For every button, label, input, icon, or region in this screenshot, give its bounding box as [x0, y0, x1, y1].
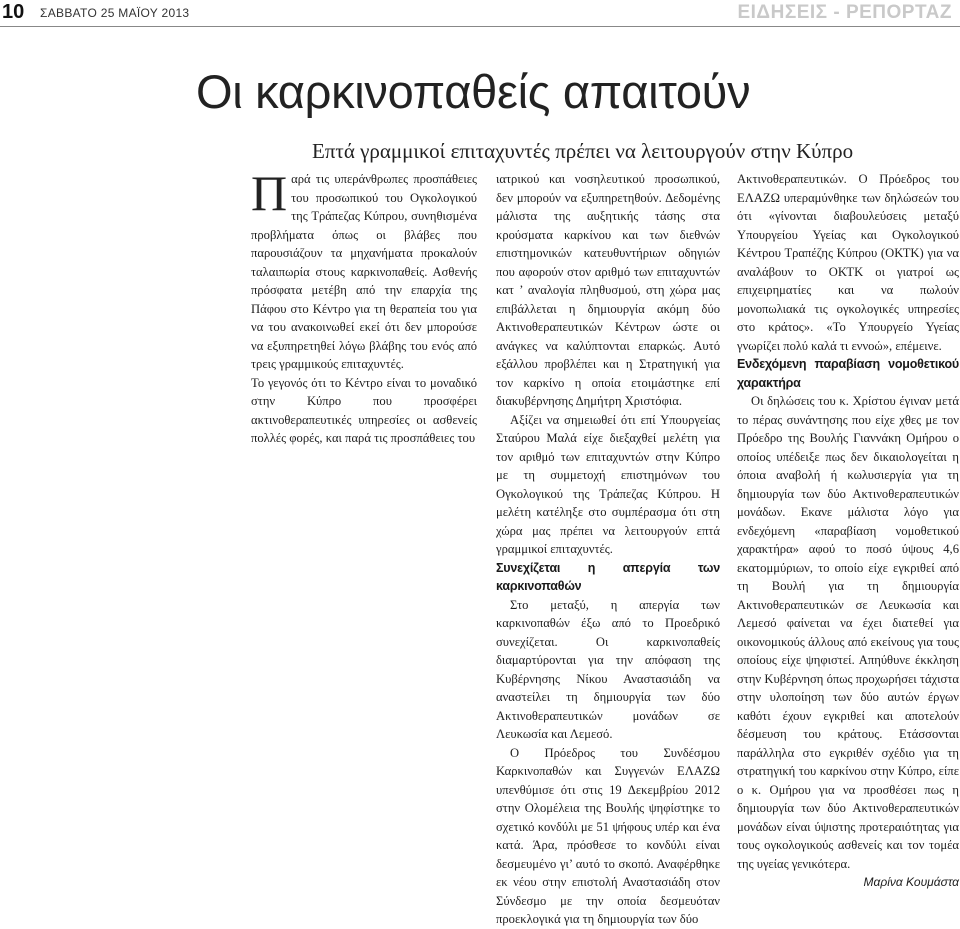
article-column-2: [496, 170, 720, 929]
drop-cap: Π: [251, 165, 288, 221]
photo-area: [0, 148, 192, 681]
author-byline: Μαρίνα Κουμάστα: [863, 875, 959, 889]
article-column-1: [251, 165, 477, 448]
paragraph: Ο Πρόεδρος του Συνδέσμου Καρκινοπαθών και Συγγενών ΕΛΑΖΩ υπενθύμισε ότι στις 19 Δεκεμβρίου 2012 στην Ολομέλεια της Βουλής ψηφίστηκε το σχετικό κονδύλι με 51 ψήφους υπέρ και ένα κατά. Άρα, πρόσθεσε το κονδύλι είναι δεσμευμένο γι’ αυτό το σκοπό. Αναφέρθηκε εκ νέου στην επιστολή Αναστασιάδη στον Σύνδεσμο με την οποία δεσμευόταν προεκλογικά για τη δημιουργία των δύο: [496, 745, 720, 926]
paragraph: Στο μεταξύ, η απεργία των καρκινοπαθών έξω από το Προεδρικό συνεχίζεται. Οι καρκινοπαθείς διαμαρτύρονται για την απόφαση της Κυβέρνησης Νίκου Αναστασιάδη να αναστείλει τη δημιουργία των δύο Ακτινοθεραπευτικών μονάδων σε Λευκωσία και Λεμεσό.: [496, 597, 720, 741]
paragraph: Αξίζει να σημειωθεί ότι επί Υπουργείας Σταύρου Μαλά είχε διεξαχθεί μελέτη για τον αριθμό των επιταχυντών στην Κύπρο με τη συμμετοχή επιστημόνων του Ογκολογικού της Τράπεζας Κύπρου. Η μελέτη κατέληξε στο συμπέρασμα ότι στη χώρα μας πρέπει να λειτουργούν επτά γραμμικοί επιταχυντές.: [496, 412, 720, 556]
paragraph: ιατρικού και νοσηλευτικού προσωπικού, δεν μπορούν να εξυπηρετηθούν. Δεδομένης μάλιστα της αυξητικής τάσης στα κρούσματα καρκίνου και των διεθνών επιστημονικών κατευθυντήριων οδηγιών που αφορούν στον αριθμό των επιταχυντών κατ ’ αναλογία πληθυσμού, στη χώρα μας επιβάλλεται η δημιουργία ακόμη δύο Ακτινοθεραπευτικών Κέντρων ώστε οι ανάγκες να καλύπτονται επαρκώς. Αυτό εξάλλου προβλέπει και η Στρατηγική για τον καρκίνο η οποία ετοιμάστηκε επί διακυβέρνησης Δημήτρη Χριστόφια.: [496, 172, 720, 408]
intertitle: Ενδεχόμενη παραβίαση νομοθετικού χαρακτήρα: [737, 357, 959, 390]
header-rule: [0, 26, 960, 27]
paragraph: Ακτινοθεραπευτικών. Ο Πρόεδρος του ΕΛΑΖΩ υπεραμύνθηκε των δηλώσεών του ότι «γίνονται διαβουλεύσεις μεταξύ Υπουργείου Υγείας και Ογκολογικού Κέντρου Τραπέζης Κύπρου (ΟΚΤΚ) για να αναλάβουν το ΟΚΤΚ οι γιατροί ως επιχειρηματίες και να πωλούν μονοπωλιακά τις ογκολογικές υπηρεσίες στο κράτος». «Το Υπουργείο Υγείας γνωρίζει πολύ καλά τι εννοώ», επέμεινε.: [737, 172, 959, 353]
paragraph: Το γεγονός ότι το Κέντρο είναι το μοναδικό στην Κύπρο που προσφέρει ακτινοθεραπευτικές υπηρεσίες οι ασθενείς πολλές φορές, και παρά τις προσπάθειες του: [251, 375, 477, 445]
intertitle: Συνεχίζεται η απεργία των καρκινοπαθών: [496, 560, 720, 593]
article-column-3: [737, 170, 959, 892]
lead-paragraph: [251, 165, 477, 374]
page-header: [0, 0, 960, 26]
issue-date: ΣΑΒΒΑΤΟ 25 ΜΑΪΟΥ 2013: [40, 6, 190, 20]
page-number: 10: [2, 1, 25, 23]
headline: Οι καρκινοπαθείς απαιτούν: [196, 65, 751, 118]
subheadline: Επτά γραμμικοί επιταχυντές πρέπει να λειτουργούν στην Κύπρο: [312, 139, 854, 163]
section-title: ΕΙΔΗΣΕΙΣ - ΡΕΠΟΡΤΑΖ: [737, 2, 952, 23]
paragraph: Οι δηλώσεις του κ. Χρίστου έγιναν μετά το πέρας συνάντησης που είχε χθες με τον Πρόεδρο της Βουλής Γιαννάκη Ομήρου ο οποίος υπέδειξε πως δεν δικαιολογείται η όποια αναβολή ή κωλυσιεργία για τη δημιουργία των δύο Ακτινοθεραπευτικών μονάδων. Εκανε μάλιστα λόγο για ενδεχόμενη «παραβίαση νομοθετικού χαρακτήρα» αφού το ποσό ύψους 4,6 εκατομμύριων, το οποίο είχε εγκριθεί από τη Βουλή για τη δημιουργία Ακτινοθεραπευτικών σε Λευκωσία και Λεμεσό φαίνεται να έχει διατεθεί για οικονομικούς άλλους από εκείνους για τους οποίους είχε ψηφιστεί. Απηύθυνε έκκληση στην Κυβέρνηση όπως προχωρήσει τάχιστα στην υλοποίηση των δύο αυτών έργων καθότι έχουν εγκριθεί και αποτελούν δέσμευση του κράτους. Ετάσσονται παράλληλα στο εγκριθέν σχέδιο για τη στρατηγική του καρκίνου στην Κύπρο, είπε ο κ. Ομήρου για να προσθέσει πως η δημιουργία των δύο Ακτινοθεραπευτικών μονάδων είναι ύψιστης προτεραιότητας για τους ογκολογικούς ασθενείς και τον τομέα της υγείας γενικότερα.: [737, 394, 959, 871]
lead-paragraph-text: αρά τις υπεράνθρωπες προσπάθειες του προσωπικού του Ογκολογικού της Τράπεζας Κύπρου, συνηθισμένα προβλήματα όπως οι βλάβες που παρουσιάζουν τα μηχανήματα προκαλούν ταλαιπωρία στους καρκινοπαθείς. Ασθενής πρόσφατα μετέβη από την επαρχία της Πάφου στο Κέντρο για τη θεραπεία του για να του ανακοινωθεί εκεί ότι δεν μπορούσε να εξυπηρετηθεί λόγω βλάβης του ενός από τρεις γραμμικούς επιταχυντές.: [251, 172, 477, 371]
